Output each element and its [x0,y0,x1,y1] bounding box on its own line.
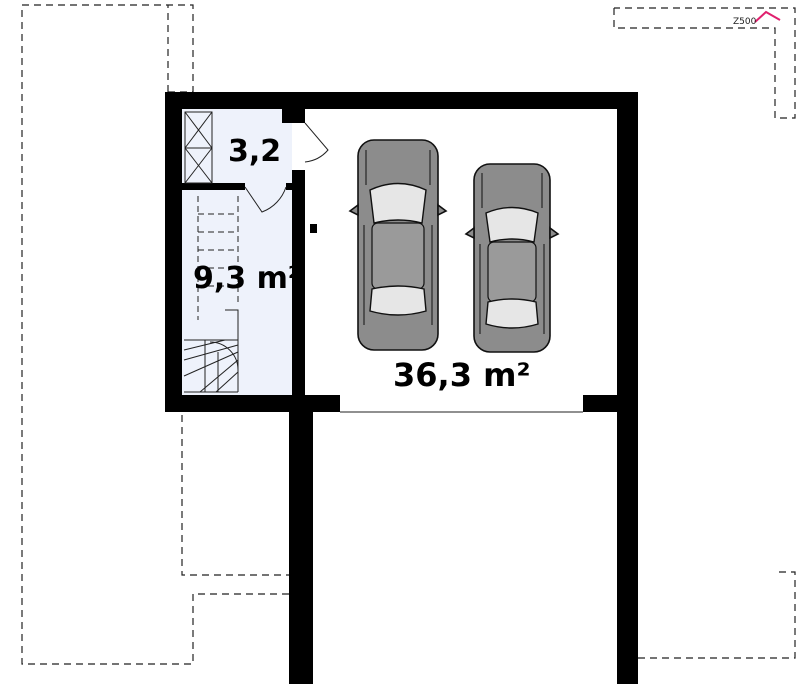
stair-room-area-label: 9,3 m² [193,261,301,296]
z500-logo [733,12,780,27]
logo-text: Z500 [733,17,757,27]
boiler-room-area-label: 3,2 [228,134,282,169]
car-1 [350,140,446,350]
upper-floor-outline-right [614,8,795,658]
logo-roof-icon [755,12,780,22]
car-2 [466,164,558,352]
garage-area-label: 36,3 m² [393,356,531,394]
